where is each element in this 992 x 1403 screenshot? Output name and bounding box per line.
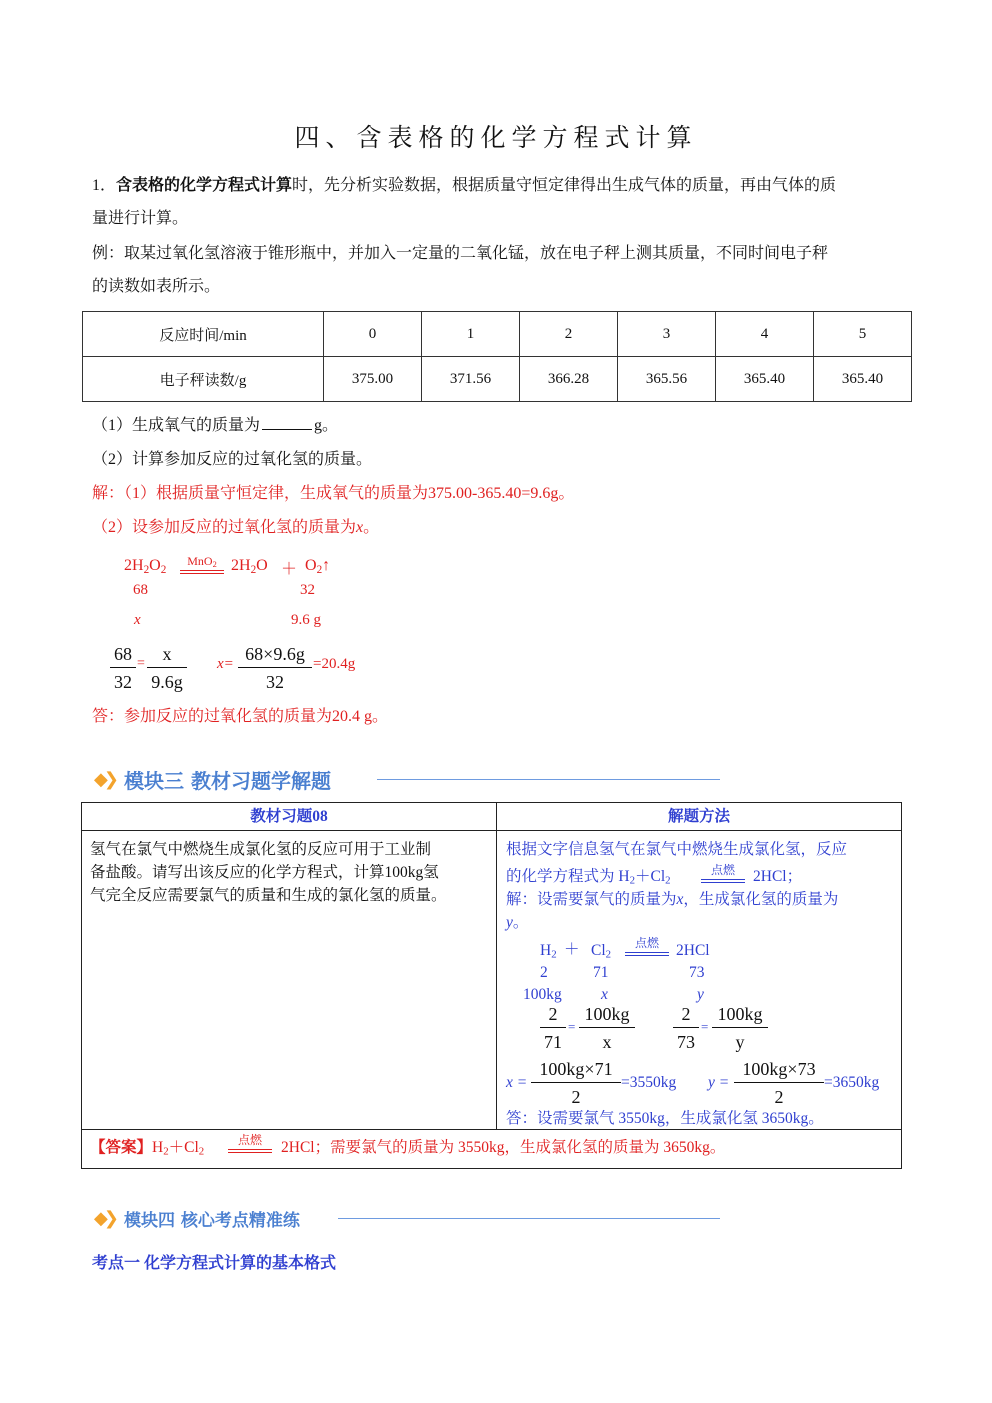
fraction-denominator: 73 <box>677 1032 695 1052</box>
table-cell: 5 <box>814 312 912 357</box>
table-header-reading: 电子秤读数/g <box>83 357 324 402</box>
ignite-condition <box>701 861 745 883</box>
result-value: =20.4g <box>313 656 356 672</box>
fraction-denominator: 32 <box>114 672 132 692</box>
fraction-calc <box>238 641 312 696</box>
arrow-line <box>228 1149 272 1150</box>
question-1-unit: g。 <box>314 417 339 434</box>
intro-line-2: 量进行计算。 <box>92 210 189 227</box>
x-result: =3550kg <box>621 1074 677 1091</box>
molar-mass-h2o2: 68 <box>133 582 148 598</box>
fraction-numerator: 100kg <box>712 1001 768 1028</box>
table-cell: 366.28 <box>520 357 618 402</box>
arrow-line <box>228 1152 272 1153</box>
unknown-y: y <box>697 986 704 1003</box>
module-3-title: 模块三 教材习题学解题 <box>124 769 331 793</box>
fraction-numerator: 2 <box>540 1001 566 1028</box>
fraction-denominator: 32 <box>266 672 284 692</box>
unknown-x: x <box>601 986 608 1003</box>
eq1-reactant: $2H_2O_2$ <box>124 557 167 576</box>
method-line-2: 的化学方程式为 $H_2+Cl_2$ <box>506 868 671 887</box>
solution-step-2-text: （2）设参加反应的过氧化氢的质量为 <box>92 519 357 536</box>
eq2-reactant-1: $H_2$ <box>540 942 557 961</box>
table-header-time: 反应时间/min <box>83 312 324 357</box>
method-text: ，生成氯化氢的质量为 <box>683 891 839 908</box>
fraction-68-32 <box>110 641 136 696</box>
y-result: =3650kg <box>824 1074 880 1091</box>
fraction-2-71 <box>540 1001 566 1056</box>
fraction-numerator: 100kg×73 <box>734 1056 824 1083</box>
known-o2-mass: 9.6 g <box>291 612 321 628</box>
table-row <box>83 357 912 402</box>
table-cell: 365.56 <box>618 357 716 402</box>
ignite-condition <box>228 1131 272 1153</box>
exercise-box <box>81 802 902 1169</box>
arrow-line <box>701 882 745 883</box>
eq2-reactant-2: $Cl_2$ <box>591 942 612 961</box>
molar-mass-cl2: 71 <box>593 964 609 981</box>
method-line-1: 根据文字信息氢气在氯气中燃烧生成氯化氢，反应 <box>506 841 848 858</box>
fraction-denominator: y <box>735 1032 745 1052</box>
kaodian-heading: 考点一 化学方程式计算的基本格式 <box>92 1255 337 1272</box>
table-row <box>83 312 912 357</box>
method-text: 解：设需要氯气的质量为 <box>506 891 677 908</box>
eq1-product-2: $O_2↑$ <box>305 557 331 576</box>
molar-mass-o2: 32 <box>300 582 315 598</box>
answer-blank[interactable] <box>262 413 312 430</box>
fraction-denominator: 71 <box>544 1032 562 1052</box>
eq1-condition <box>180 554 224 574</box>
x-equals-label: x = <box>506 1074 528 1091</box>
molar-mass-h2: 2 <box>540 964 548 981</box>
x-equals <box>217 656 234 673</box>
variable-y: y <box>506 914 513 931</box>
question-1-text: （1）生成氧气的质量为 <box>92 417 261 434</box>
diamond-arrow-icon: ◆❯ <box>94 1208 115 1229</box>
answer-label: 【答案】 <box>90 1139 153 1156</box>
example-line-2: 的读数如表所示。 <box>92 278 221 295</box>
fraction-2-73 <box>673 1001 699 1056</box>
fraction-numerator: 68×9.6g <box>238 641 312 668</box>
eq1-product-1: $2H_2O$ <box>231 557 268 576</box>
table-cell: 2 <box>520 312 618 357</box>
fraction-x-9.6g <box>147 641 187 696</box>
fraction-numerator: 100kg <box>579 1001 635 1028</box>
catalyst-label: MnO$_2$ <box>187 554 217 570</box>
table-cell: 4 <box>716 312 814 357</box>
table-cell: 1 <box>422 312 520 357</box>
unknown-x: x <box>134 612 141 628</box>
module-4-header <box>94 1204 724 1234</box>
method-header: 解题方法 <box>667 808 730 825</box>
fraction-denominator: 2 <box>774 1087 784 1107</box>
row-divider <box>82 830 901 831</box>
module-divider <box>377 779 720 780</box>
problem-line: 备盐酸。请写出该反应的化学方程式，计算100kg氢 <box>90 864 439 881</box>
fraction-numerator: 68 <box>110 641 136 668</box>
method-answer: 答：设需要氯气 3550kg，生成氯化氢 3650kg。 <box>506 1110 824 1127</box>
table-cell: 0 <box>324 312 422 357</box>
x-equals-label: x= <box>217 656 234 672</box>
method-product: 2HCl； <box>753 868 803 885</box>
fraction-y-calc <box>734 1056 824 1111</box>
solution-answer: 答：参加反应的过氧化氢的质量为20.4 g。 <box>92 708 389 725</box>
solution-step-2 <box>92 511 907 544</box>
solution-step-2-end: 。 <box>363 519 380 536</box>
table-cell: 375.00 <box>324 357 422 402</box>
table-cell: 3 <box>618 312 716 357</box>
eq2-product: 2HCl <box>676 942 710 959</box>
final-answer-rest: 2HCl；需要氯气的质量为 3550kg，生成氯化氢的质量为 3650kg。 <box>281 1139 726 1156</box>
intro-bold-term: 含表格的化学方程式计算 <box>116 177 293 194</box>
problem-line: 氢气在氯气中燃烧生成氯化氢的反应可用于工业制 <box>90 841 432 858</box>
fraction-denominator: 9.6g <box>151 672 183 692</box>
arrow-line <box>180 573 224 574</box>
diamond-arrow-icon: ◆❯ <box>94 769 115 790</box>
fraction-100kg-y <box>712 1001 768 1056</box>
fraction-denominator: 2 <box>571 1087 581 1107</box>
question-1 <box>92 409 907 442</box>
final-answer: 【答案】$H_2+Cl_2$ <box>90 1139 205 1158</box>
question-2: （2）计算参加反应的过氧化氢的质量。 <box>92 451 373 468</box>
method-line-3 <box>506 888 838 911</box>
condition-label: 点燃 <box>237 1133 262 1147</box>
table-cell: 365.40 <box>814 357 912 402</box>
method-text: 的化学方程式为 <box>506 868 615 885</box>
condition-label: 点燃 <box>634 936 659 950</box>
intro-number: 1． <box>92 177 117 194</box>
molar-mass-hcl: 73 <box>689 964 705 981</box>
method-text: 。 <box>512 914 529 931</box>
fraction-numerator: x <box>147 641 187 668</box>
arrow-line <box>625 955 669 956</box>
equals-sign: = <box>701 1019 709 1034</box>
exercise-header: 教材习题08 <box>250 808 328 825</box>
intro-line-1 <box>92 169 907 202</box>
solution-step-1: 解：（1）根据质量守恒定律，生成氧气的质量为375.00-365.40=9.6g。 <box>92 485 575 502</box>
problem-line: 气完全反应需要氯气的质量和生成的氯化氢的质量。 <box>90 887 447 904</box>
module-divider <box>338 1218 720 1219</box>
ignite-condition <box>625 934 669 956</box>
variable-x: x <box>356 519 364 536</box>
fraction-numerator: 2 <box>673 1001 699 1028</box>
equals-sign: = <box>568 1019 576 1034</box>
column-divider <box>496 803 497 1129</box>
arrow-line <box>625 952 669 953</box>
reading-table <box>82 311 912 402</box>
example-line-1: 例：取某过氧化氢溶液于锥形瓶中，并加入一定量的二氧化锰，放在电子秤上测其质量，不同时间电子秤 <box>92 245 829 262</box>
page-title: 四、含表格的化学方程式计算 <box>294 125 698 152</box>
intro-rest: 时，先分析实验数据，根据质量守恒定律得出生成气体的质量，再由气体的质 <box>292 177 837 194</box>
method-line-4 <box>506 911 528 934</box>
table-cell: 365.40 <box>716 357 814 402</box>
eq2-plus: ＋ <box>564 941 580 958</box>
fraction-numerator: 100kg×71 <box>531 1056 621 1083</box>
fraction-x-calc <box>531 1056 621 1111</box>
y-equals-label: y = <box>708 1074 730 1091</box>
module-4-title: 模块四 核心考点精准练 <box>124 1211 300 1231</box>
arrow-line <box>701 879 745 880</box>
table-cell: 371.56 <box>422 357 520 402</box>
eq1-plus: ＋ <box>281 561 298 578</box>
condition-label: 点燃 <box>710 863 735 877</box>
fraction-denominator: x <box>602 1032 612 1052</box>
variable-x: x <box>676 891 684 908</box>
module-3-header <box>94 765 724 795</box>
arrow-line <box>180 570 224 571</box>
known-h2-mass: 100kg <box>523 986 562 1003</box>
equals-sign: = <box>137 656 145 671</box>
fraction-100kg-x <box>579 1001 635 1056</box>
